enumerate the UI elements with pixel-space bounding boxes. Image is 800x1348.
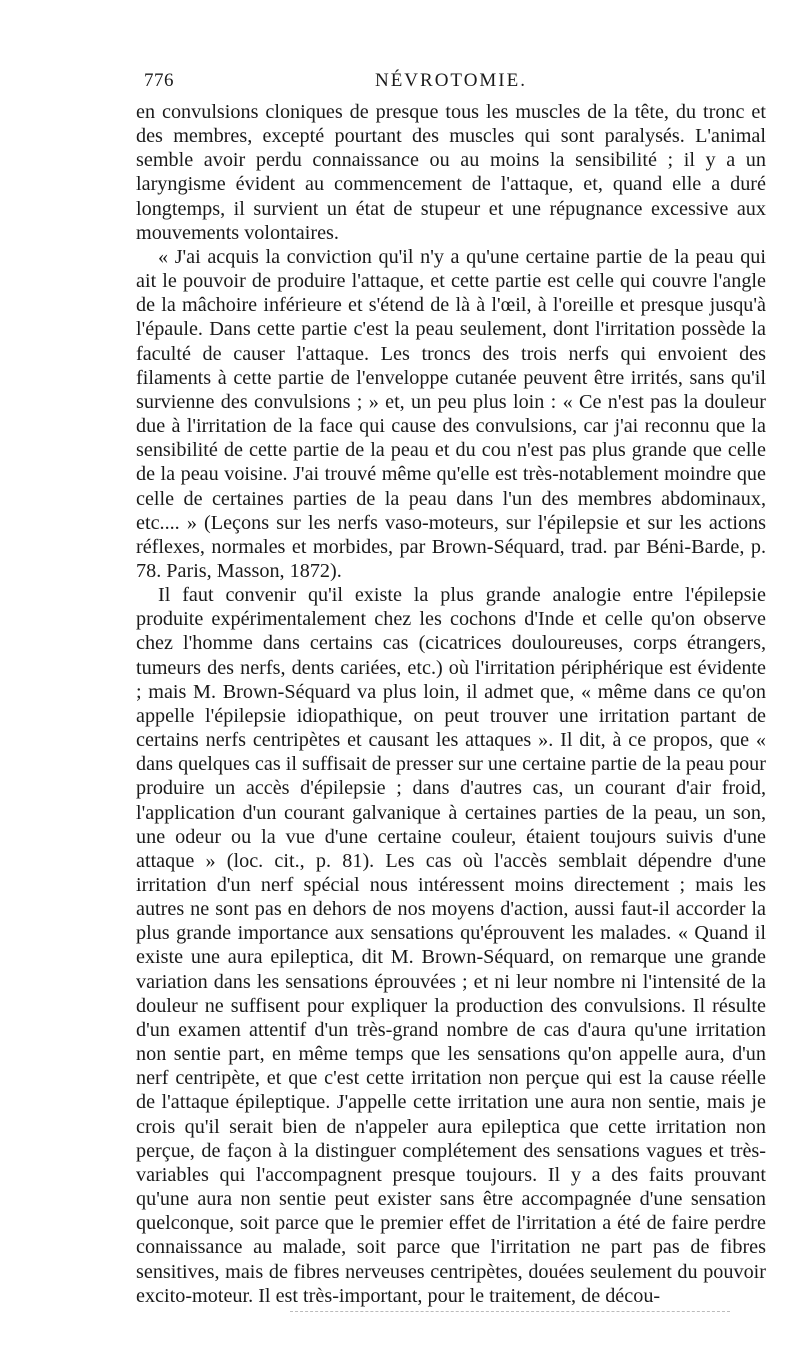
page-number: 776 — [144, 70, 174, 91]
bottom-rule — [290, 1311, 730, 1312]
page-header — [136, 70, 766, 100]
paragraph-continuation: en convulsions cloniques de presque tous les muscles de la tête, du tronc et des membres, excepté pourtant des muscles qui sont paralysés. L'animal semble avoir perdu connaissance ou au moins la sensibilité ; il y a un laryngisme évident au commencement de l'attaque, et, quand elle a duré longtemps, il survient un état de stupeur et une répugnance excessive aux mouvements volontaires. — [136, 101, 766, 244]
paragraph-quote: « J'ai acquis la conviction qu'il n'y a qu'une certaine partie de la peau qui ait le pouvoir de produire l'attaque, et cette partie est celle qui couvre l'angle de la mâchoire inférieure et s'étend de là à l'œil, à l'oreille et presque jusqu'à l'épaule. Dans cette partie c'est la peau seulement, dont l'irritation possède la faculté de causer l'attaque. Les troncs des trois nerfs qui envoient des filaments à cette partie de l'enveloppe cutanée peuvent être irrités, sans qu'il survienne des convulsions ; » et, un peu plus loin : « Ce n'est pas la douleur due à l'irritation de la face qui cause des convulsions, car j'ai reconnu que la sensibilité de cette partie de la peau et du cou n'est pas plus grande que celle de la peau voisine. J'ai trouvé même qu'elle est très-notablement moindre que celle de certaines parties de la peau dans l'un des membres abdominaux, etc.... » (Leçons sur les nerfs vaso-moteurs, sur l'épilepsie et sur les actions réflexes, normales et morbides, par Brown-Séquard, trad. par Béni-Barde, p. 78. Paris, Masson, 1872). — [136, 245, 766, 582]
running-head: NÉVROTOMIE. — [374, 70, 527, 91]
body-text — [136, 100, 766, 1308]
paragraph-analysis: Il faut convenir qu'il existe la plus grande analogie entre l'épilepsie produite expérimentalement chez les cochons d'Inde et celle qu'on observe chez l'homme dans certains cas (cicatrices douloureuses, corps étrangers, tumeurs des nerfs, dents cariées, etc.) où l'irritation périphérique est évidente ; mais M. Brown-Séquard va plus loin, il admet que, « même dans ce qu'on appelle l'épilepsie idiopathique, on peut trouver une irritation partant de certains nerfs centripètes et causant les attaques ». Il dit, à ce propos, que « dans quelques cas il suffisait de presser sur une certaine partie de la peau pour produire un accès d'épilepsie ; dans d'autres cas, un courant d'air froid, l'application d'un courant galvanique à certaines parties de la peau, un son, une odeur ou la vue d'une certaine couleur, étaient toujours suivis d'une attaque » (loc. cit., p. 81). Les cas où l'accès semblait dépendre d'une irritation d'un nerf spécial nous intéressent moins directement ; mais les autres ne sont pas en dehors de nos moyens d'action, aussi faut-il accorder la plus grande importance aux sensations qu'éprouvent les malades. « Quand il existe une aura epileptica, dit M. Brown-Séquard, on remarque une grande variation dans les sensations éprouvées ; et ni leur nombre ni l'intensité de la douleur ne suffisent pour expliquer la production des convulsions. Il résulte d'un examen attentif d'un très-grand nombre de cas d'aura qu'une irritation non sentie part, en même temps que les sensations qu'on appelle aura, d'un nerf centripète, et que c'est cette irritation non perçue qui est la cause réelle de l'attaque épileptique. J'appelle cette irritation une aura non sentie, mais je crois qu'il serait bien de n'appeler aura epileptica que cette irritation non perçue, de façon à la distinguer complétement des sensations vagues et très-variables qui l'accompagnent presque toujours. Il y a des faits prouvant qu'une aura non sentie peut exister sans être accompagnée d'une sensation quelconque, soit parce que le premier effet de l'irritation a été de faire perdre connaissance au malade, soit parce que l'irritation ne part pas de fibres sensitives, mais de fibres nerveuses centripètes, douées seulement du pouvoir excito-moteur. Il est très-important, pour le traitement, de décou- — [136, 584, 766, 1307]
